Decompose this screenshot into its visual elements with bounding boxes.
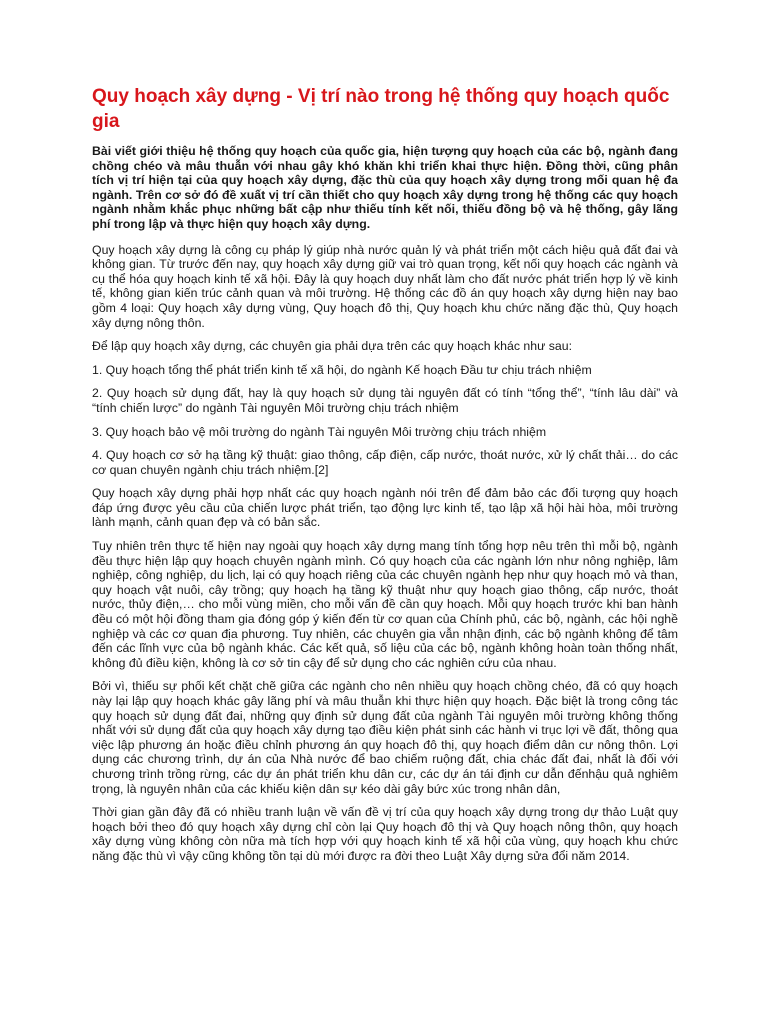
paragraph-basis: Để lập quy hoạch xây dựng, các chuyên gia phải dựa trên các quy hoạch khác như sau: xyxy=(92,339,572,354)
document-page xyxy=(92,84,678,873)
article-lead: Bài viết giới thiệu hệ thống quy hoạch của quốc gia, hiện tượng quy hoạch của các bộ, ngành đang chồng chéo và mâu thuẫn với nhau gây khó khăn khi triển khai thực hiện. Đồng thời, cũng phân tích vị trí hiện tại của quy hoạch xây dựng, đặc thù của quy hoạch xây dựng trong mối quan hệ đa ngành. Trên cơ sở đó đề xuất vị trí cần thiết cho quy hoạch xây dựng trong hệ thống các quy hoạch ngành nhằm khắc phục những bất cập như thiếu tính kết nối, thiếu đồng bộ và hệ thống, gây lãng phí trong lập và thực hiện quy hoạch xây dựng. xyxy=(92,144,678,231)
list-item-land-use-plan: 2. Quy hoạch sử dụng đất, hay là quy hoạch sử dụng tài nguyên đất có tính “tổng thể”, “tính lâu dài” và “tính chiến lược” do ngành Tài nguyên Môi trường chịu trách nhiệm xyxy=(92,386,678,415)
list-item-infrastructure-plan: 4. Quy hoạch cơ sở hạ tầng kỹ thuật: giao thông, cấp điện, cấp nước, thoát nước, xử lý chất thải… do các cơ quan chuyên ngành chịu trách nhiệm.[2] xyxy=(92,448,678,477)
list-item-socioeconomic-plan: 1. Quy hoạch tổng thể phát triển kinh tế xã hội, do ngành Kế hoạch Đầu tư chịu trách nhiệm xyxy=(92,362,592,377)
article-title: Quy hoạch xây dựng - Vị trí nào trong hệ thống quy hoạch quốc gia xyxy=(92,86,670,132)
list-item-environment-plan: 3. Quy hoạch bảo vệ môi trường do ngành Tài nguyên Môi trường chịu trách nhiệm xyxy=(92,424,547,439)
paragraph-integration: Quy hoạch xây dựng phải hợp nhất các quy hoạch ngành nói trên để đảm bảo các đối tượng quy hoạch đáp ứng được yêu cầu của chiến lược phát triển, tạo động lực kinh tế, tạo lập xã hội hài hòa, môi trường lành mạnh, cảnh quan đẹp và có bản sắc. xyxy=(92,486,678,530)
paragraph-overlap: Bởi vì, thiếu sự phối kết chặt chẽ giữa các ngành cho nên nhiều quy hoạch chồng chéo, đã có quy hoạch này lại lập quy hoạch khác gây lãng phí và mâu thuẫn khi thực hiện quy hoạch. Đặc biệt là trong công tác quy hoạch sử dụng đất đai, những quy định sử dụng đất của ngành Tài nguyên môi trường không thống nhất với sử dụng đất của quy hoạch xây dựng tạo điều kiện phát sinh các hành vi trục lợi về đất, thông qua việc lập phương án hoặc điều chỉnh phương án quy hoạch đô thị, quy hoạch điểm dân cư nông thôn. Lợi dụng các chương trình, dự án của Nhà nước để bao chiếm ruộng đất, chia chác đất đai, nhất là đối với chương trình trồng rừng, các dự án phát triển khu dân cư, các dự án tái định cư dẫn đếnhậu quả nghiêm trọng, là nguyên nhân của các khiếu kiện dân sự kéo dài gây bức xúc trong nhân dân, xyxy=(92,679,678,796)
paragraph-debate: Thời gian gần đây đã có nhiều tranh luận về vấn đề vị trí của quy hoạch xây dựng trong dự thảo Luật quy hoạch bởi theo đó quy hoạch xây dựng chỉ còn lại Quy hoạch đô thị và Quy hoạch nông thôn, quy hoạch xây dựng vùng không còn nữa mà tích hợp với quy hoạch kinh tế xã hội của vùng, quy hoạch khu chức năng đặc thù vì vậy cũng không tồn tại dù mới được ra đời theo Luật Xây dựng sửa đổi năm 2014. xyxy=(92,805,678,863)
paragraph-intro: Quy hoạch xây dựng là công cụ pháp lý giúp nhà nước quản lý và phát triển một cách hiệu quả đất đai và không gian. Từ trước đến nay, quy hoạch xây dựng giữ vai trò quan trọng, kết nối quy hoạch các ngành và cụ thể hóa quy hoạch kinh tế xã hội. Đây là quy hoạch duy nhất làm cho đất nước phát triển hợp lý về kinh tế, không gian kiến trúc cảnh quan và môi trường. Hệ thống các đồ án quy hoạch xây dựng hiện nay bao gồm 4 loại: Quy hoạch xây dựng vùng, Quy hoạch đô thị, Quy hoạch khu chức năng đặc thù, Quy hoạch xây dựng nông thôn. xyxy=(92,242,678,330)
paragraph-sector-plans: Tuy nhiên trên thực tế hiện nay ngoài quy hoạch xây dựng mang tính tổng hợp nêu trên thì mỗi bộ, ngành đều thực hiện lập quy hoạch chuyên ngành mình. Có quy hoạch của các ngành lớn như nông nghiệp, lâm nghiệp, công nghiệp, du lịch, lại có quy hoạch riêng của các chuyên ngành hẹp như quy hoạch mỏ và than, quy hoạch vật nuôi, cây trồng; quy hoạch hạ tầng kỹ thuật như quy hoạch giao thông, cấp nước, thoát nước, thủy điện,… cho mỗi vùng miền, cho mỗi vấn đề cần quy hoạch. Mỗi quy hoạch trước khi ban hành đều có một hội đồng tham gia đóng góp ý kiến đến từ cơ quan của Chính phủ, các bộ, ngành, các hội nghề nghiệp và các cơ quan địa phương. Tuy nhiên, các chuyên gia vẫn nhận định, các bộ ngành không để tâm đến các lĩnh vực của bộ ngành khác. Các kết quả, số liệu của các bộ, ngành không hoàn toàn thống nhất, không đủ điều kiện, không là cơ sở tin cậy để sử dụng cho các nghiên cứu của nhau. xyxy=(92,539,678,670)
